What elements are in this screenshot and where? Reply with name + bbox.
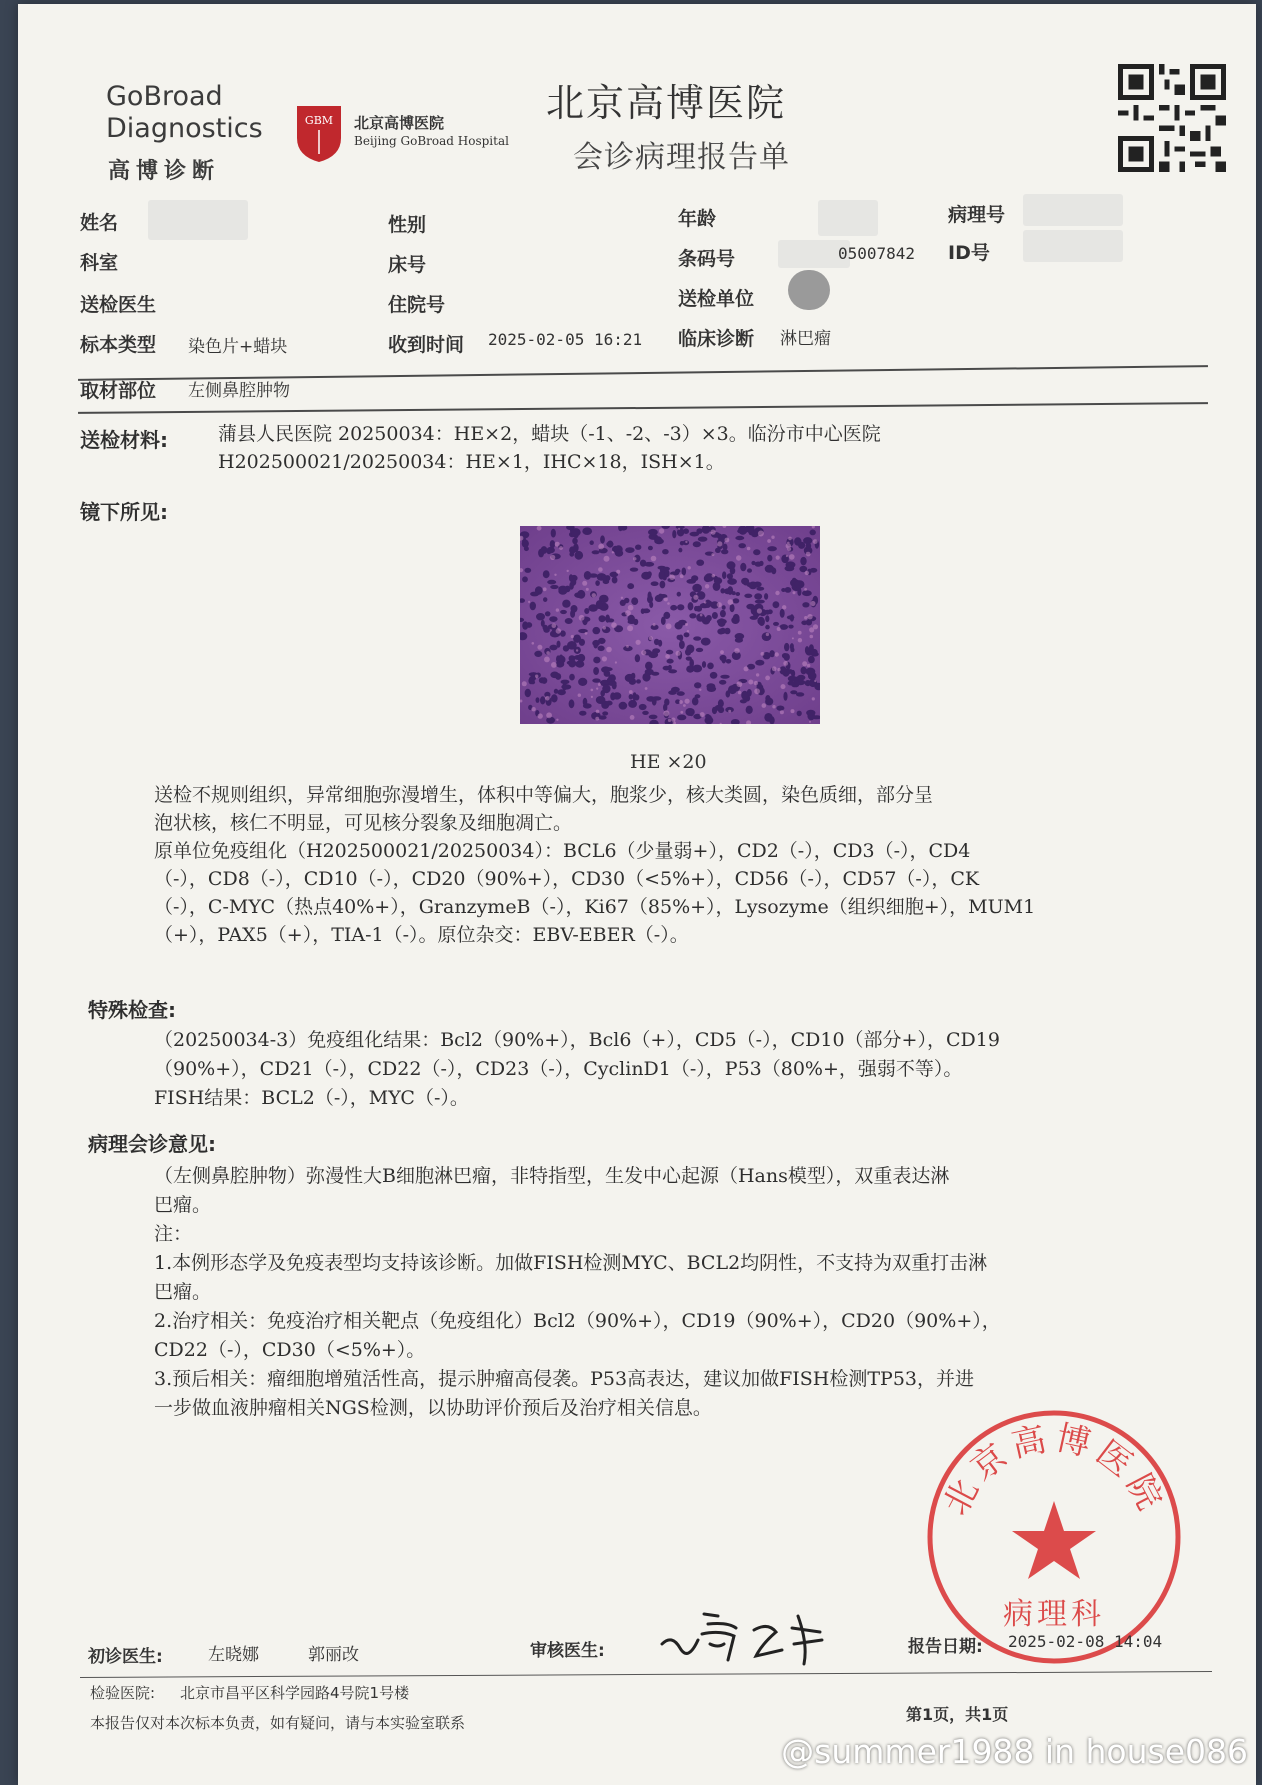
special-line-2: （90%+），CD21（-），CD22（-），CD23（-），CyclinD1（-），P53（80%+，强弱不等）。 (154, 1058, 963, 1080)
age-redacted (818, 200, 878, 236)
first-doctor-label: 初诊医生: (88, 1647, 163, 1667)
material-line-1: 蒲县人民医院 20250034：HE×2，蜡块（-1、-2、-3）×3。临汾市中心医院 (218, 423, 881, 445)
opinion-line-8: 3.预后相关：瘤细胞增殖活性高，提示肿瘤高侵袭。P53高表达，建议加做FISH检测TP53，并进 (154, 1368, 974, 1390)
stamp-text: 北京高博医院 (935, 1418, 1173, 1522)
unit-label: 送检单位 (678, 288, 755, 310)
opinion-line-6: 2.治疗相关：免疫治疗相关靶点（免疫组化）Bcl2（90%+），CD19（90%+），CD20（90%+）， (154, 1310, 1001, 1332)
opinion-line-9: 一步做血液肿瘤相关NGS检测，以协助评价预后及治疗相关信息。 (154, 1397, 712, 1419)
reviewer-signature (658, 1604, 838, 1674)
review-label: 审核医生: (530, 1641, 605, 1661)
logo-line-2: Diagnostics (106, 113, 263, 144)
received-label: 收到时间 (388, 334, 465, 356)
microscopy-image (520, 526, 820, 724)
barcode-value: 05007842 (838, 244, 916, 263)
hospital-name-en: Beijing GoBroad Hospital (354, 134, 509, 148)
opinion-line-3: 注： (154, 1223, 193, 1245)
qr-code-icon[interactable] (1118, 64, 1226, 172)
microscopy-line-1: 送检不规则组织，异常细胞弥漫增生，体积中等偏大，胞浆少，核大类圆，染色质细，部分呈 (154, 784, 934, 806)
watermark: @summer1988 in house086 (781, 1732, 1248, 1771)
opinion-line-5: 巴瘤。 (154, 1281, 212, 1303)
first-doctor-1: 左晓娜 (208, 1645, 259, 1665)
special-line-1: （20250034-3）免疫组化结果：Bcl2（90%+），Bcl6（+），CD5（-），CD10（部分+），CD19 (154, 1029, 1000, 1051)
site-label: 取材部位 (80, 380, 157, 402)
microscopy-line-3: 原单位免疫组化（H202500021/20250034）：BCL6（少量弱+），CD2（-），CD3（-），CD4 (154, 840, 971, 862)
stamp-star-icon (1012, 1501, 1096, 1579)
logo-chinese: 高博诊断 (108, 158, 221, 184)
barcode-label: 条码号 (678, 248, 736, 270)
report-title: 北京高博医院 (546, 81, 787, 125)
hospital-stamp (923, 1406, 1185, 1668)
microscopy-caption: HE ×20 (630, 751, 707, 773)
clinical-dx-label: 临床诊断 (678, 328, 755, 350)
report-date-label: 报告日期: (908, 1637, 983, 1657)
pathology-no-label: 病理号 (948, 204, 1006, 226)
footer-rule (80, 1671, 1212, 1678)
hospital-shield-icon (295, 104, 343, 164)
opinion-line-1: （左侧鼻腔肿物）弥漫性大B细胞淋巴瘤，非特指型，生发中心起源（Hans模型），双重表达淋 (154, 1165, 950, 1187)
stamp-dept: 病理科 (1003, 1597, 1105, 1632)
id-label: ID号 (948, 242, 990, 264)
opinion-label: 病理会诊意见: (88, 1132, 216, 1156)
inpatient-label: 住院号 (388, 294, 446, 316)
microscopy-label: 镜下所见: (80, 500, 168, 524)
opinion-line-7: CD22（-），CD30（<5%+）。 (154, 1339, 426, 1361)
microscopy-line-6: （+），PAX5（+），TIA-1（-）。原位杂交：EBV-EBER（-）。 (154, 924, 689, 946)
header-rule-bottom (78, 402, 1208, 414)
report-date-value: 2025-02-08 14:04 (1008, 1632, 1163, 1651)
opinion-line-2: 巴瘤。 (154, 1194, 212, 1216)
hospital-name-cn: 北京高博医院 (354, 114, 445, 132)
header-rule-top (78, 365, 1208, 381)
gender-label: 性别 (388, 214, 427, 236)
report-sheet (18, 4, 1256, 1785)
site-value: 左侧鼻腔肿物 (188, 381, 290, 401)
id-redacted (1023, 230, 1123, 262)
lab-address: 北京市昌平区科学园路4号院1号楼 (180, 1684, 410, 1702)
name-redacted (148, 200, 248, 240)
special-label: 特殊检查: (88, 998, 176, 1022)
clinical-dx-value: 淋巴瘤 (780, 329, 831, 349)
special-line-3: FISH结果：BCL2（-），MYC（-）。 (154, 1087, 469, 1109)
shield-text: GBM (304, 114, 334, 127)
opinion-line-4: 1.本例形态学及免疫表型均支持该诊断。加做FISH检测MYC、BCL2均阴性，不支持为双重打击淋 (154, 1252, 988, 1274)
age-label: 年龄 (678, 208, 717, 230)
disclaimer: 本报告仅对本次标本负责，如有疑问，请与本实验室联系 (90, 1714, 466, 1732)
unit-redacted (788, 270, 830, 310)
name-label: 姓名 (80, 212, 119, 234)
pathology-no-redacted (1023, 194, 1123, 226)
department-label: 科室 (80, 252, 119, 274)
microscopy-line-2: 泡状核，核仁不明显，可见核分裂象及细胞凋亡。 (154, 812, 573, 834)
logo-line-1: GoBroad (106, 81, 223, 112)
material-label: 送检材料: (80, 428, 168, 452)
microscopy-line-5: （-），C-MYC（热点40%+），GranzymeB（-），Ki67（85%+），Lysozyme（组织细胞+），MUM1 (154, 896, 1036, 918)
specimen-type-value: 染色片+蜡块 (188, 337, 288, 357)
lab-label: 检验医院: (90, 1684, 156, 1702)
doctor-label: 送检医生 (80, 294, 157, 316)
microscopy-line-4: （-），CD8（-），CD10（-），CD20（90%+），CD30（<5%+），CD56（-），CD57（-），CK (154, 868, 980, 890)
specimen-type-label: 标本类型 (80, 334, 157, 356)
bed-label: 床号 (388, 254, 427, 276)
first-doctor-2: 郭丽改 (308, 1645, 359, 1665)
material-line-2: H202500021/20250034：HE×1，IHC×18，ISH×1。 (218, 451, 725, 473)
received-value: 2025-02-05 16:21 (488, 330, 643, 349)
report-subtitle: 会诊病理报告单 (573, 140, 790, 175)
page-number: 第1页，共1页 (906, 1705, 1009, 1724)
